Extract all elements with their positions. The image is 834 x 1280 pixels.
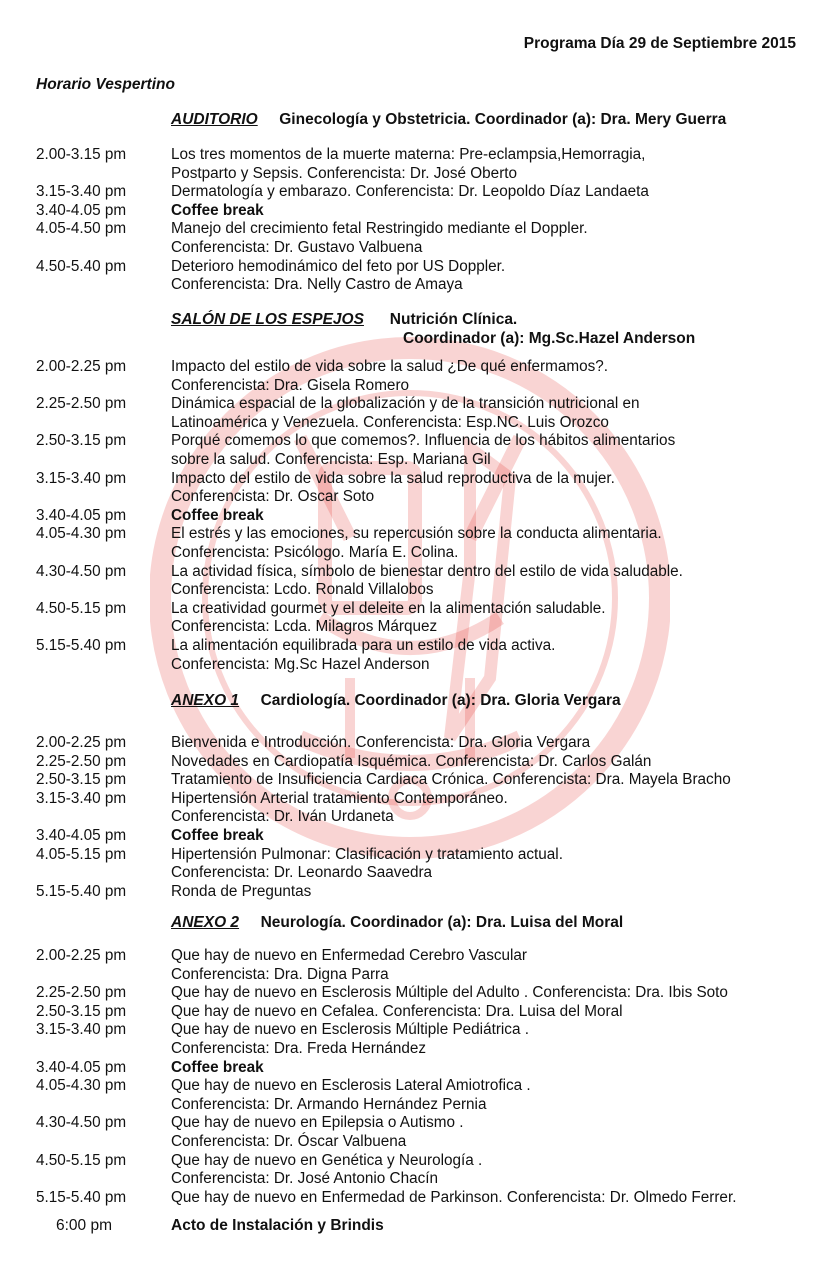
list-item <box>36 1003 814 1022</box>
session-time: 2.50-3.15 pm <box>36 1002 127 1020</box>
list-item <box>36 563 814 600</box>
session-time: 2.50-3.15 pm <box>36 432 127 450</box>
session-time: 2.00-2.25 pm <box>36 734 127 751</box>
session-desc: Deterioro hemodinámico del feto por US Doppler. Conferencista: Dra. Nelly Castro de Amaya <box>171 257 506 294</box>
closing-time: 6:00 pm <box>56 1217 113 1234</box>
section-title: Neurología. Coordinador (a): Dra. Luisa del Moral <box>260 914 624 931</box>
room-name: ANEXO 1 <box>171 692 240 709</box>
session-desc: Que hay de nuevo en Esclerosis Múltiple Pediátrica . Conferencista: Dra. Freda Hernández <box>171 1021 529 1057</box>
session-time: 4.50-5.15 pm <box>36 1151 127 1169</box>
session-time: 4.05-4.30 pm <box>36 1077 127 1095</box>
list-item <box>36 1152 814 1189</box>
session-desc: El estrés y las emociones, su repercusión sobre la conducta alimentaria. Conferencista: Psicólogo. María E. Colina. <box>171 525 662 561</box>
list-item <box>36 220 814 257</box>
session-desc: Los tres momentos de la muerte materna: Pre-eclampsia,Hemorragia, Postparto y Sepsis. Conferencista: Dr. José Oberto <box>171 146 646 182</box>
list-item <box>36 883 814 902</box>
session-desc: Que hay de nuevo en Enfermedad Cerebro Vascular Conferencista: Dra. Digna Parra <box>171 947 528 983</box>
session-time: 4.05-4.30 pm <box>36 525 127 543</box>
session-time: 2.25-2.50 pm <box>36 752 127 770</box>
list-item <box>36 358 814 395</box>
section-coordinator: Coordinador (a): Mg.Sc.Hazel Anderson <box>403 330 696 347</box>
session-time: 5.15-5.40 pm <box>36 636 127 654</box>
session-time: 2.00-3.15 pm <box>36 146 127 163</box>
session-time: 3.40-4.05 pm <box>36 506 127 524</box>
list-item <box>36 1021 814 1058</box>
session-time: 4.50-5.15 pm <box>36 599 127 617</box>
section-title: Ginecología y Obstetricia. Coordinador (a): Dra. Mery Guerra <box>279 111 727 128</box>
session-time: 2.25-2.50 pm <box>36 984 127 1002</box>
session-time: 3.15-3.40 pm <box>36 1021 127 1039</box>
list-item <box>36 202 814 221</box>
list-item <box>36 183 814 202</box>
session-time: 4.05-5.15 pm <box>36 845 127 863</box>
closing-desc: Acto de Instalación y Brindis <box>171 1217 384 1234</box>
list-item <box>36 1114 814 1151</box>
session-desc: Impacto del estilo de vida sobre la salud ¿De qué enfermamos?. Conferencista: Dra. Gisela Romero <box>171 358 609 394</box>
closing-event <box>56 1217 384 1236</box>
session-time: 2.25-2.50 pm <box>36 395 127 413</box>
schedule-subtitle: Horario Vespertino <box>36 76 175 93</box>
session-time: 4.30-4.50 pm <box>36 1114 127 1132</box>
session-time: 5.15-5.40 pm <box>36 882 127 900</box>
session-desc: Coffee break <box>171 826 264 844</box>
room-name: ANEXO 2 <box>171 914 240 931</box>
session-desc: Tratamiento de Insuficiencia Cardiaca Crónica. Conferencista: Dra. Mayela Bracho <box>171 771 731 789</box>
session-desc: Que hay de nuevo en Enfermedad de Parkinson. Conferencista: Dr. Olmedo Ferrer. <box>171 1188 737 1206</box>
section-heading-auditorio <box>171 110 726 129</box>
list-item <box>36 525 814 562</box>
session-desc: Dinámica espacial de la globalización y de la transición nutricional en Latinoamérica y Venezuela. Conferencista: Esp.NC. Luis Orozco <box>171 395 640 431</box>
room-name: AUDITORIO <box>171 111 258 128</box>
session-time: 5.15-5.40 pm <box>36 1188 127 1206</box>
session-desc: Que hay de nuevo en Esclerosis Múltiple del Adulto . Conferencista: Dra. Ibis Soto <box>171 984 728 1002</box>
list-item <box>36 984 814 1003</box>
list-item <box>36 146 814 183</box>
session-time: 2.50-3.15 pm <box>36 771 127 789</box>
list-item <box>36 1077 814 1114</box>
section-title: Cardiología. Coordinador (a): Dra. Gloria Vergara <box>260 692 621 709</box>
list-item <box>36 790 814 827</box>
session-desc: Que hay de nuevo en Genética y Neurología . Conferencista: Dr. José Antonio Chacín <box>171 1151 483 1188</box>
session-desc: Bienvenida e Introducción. Conferencista: Dra. Gloria Vergara <box>171 734 591 751</box>
session-desc: La alimentación equilibrada para un estilo de vida activa. Conferencista: Mg.Sc Hazel Anderson <box>171 636 556 673</box>
session-desc: La creatividad gourmet y el deleite en la alimentación saludable. Conferencista: Lcda. Milagros Márquez <box>171 599 606 636</box>
section-title: Nutrición Clínica. <box>389 311 518 328</box>
session-desc: Impacto del estilo de vida sobre la salud reproductiva de la mujer. Conferencista: Dr. Oscar Soto <box>171 469 615 506</box>
session-desc: Manejo del crecimiento fetal Restringido mediante el Doppler. Conferencista: Dr. Gustavo Valbuena <box>171 220 588 256</box>
list-item <box>36 470 814 507</box>
session-list-anexo-2 <box>36 947 814 1207</box>
list-item <box>36 771 814 790</box>
session-time: 3.15-3.40 pm <box>36 469 127 487</box>
list-item <box>36 1189 814 1208</box>
session-desc: Que hay de nuevo en Esclerosis Lateral Amiotrofica . Conferencista: Dr. Armando Hernández Pernia <box>171 1077 531 1113</box>
section-heading-anexo-2 <box>171 913 623 932</box>
list-item <box>36 753 814 772</box>
session-desc: Que hay de nuevo en Epilepsia o Autismo . Conferencista: Dr. Óscar Valbuena <box>171 1114 464 1150</box>
list-item <box>36 395 814 432</box>
room-name: SALÓN DE LOS ESPEJOS <box>171 311 364 328</box>
session-desc: Coffee break <box>171 506 264 524</box>
session-time: 4.50-5.40 pm <box>36 257 127 275</box>
session-time: 3.40-4.05 pm <box>36 201 127 219</box>
program-date: Programa Día 29 de Septiembre 2015 <box>523 35 796 52</box>
list-item <box>36 734 814 753</box>
session-desc: Ronda de Preguntas <box>171 882 312 900</box>
list-item <box>36 846 814 883</box>
session-desc: La actividad física, símbolo de bienestar dentro del estilo de vida saludable. Conferencista: Lcdo. Ronald Villalobos <box>171 562 683 599</box>
session-time: 3.40-4.05 pm <box>36 1058 127 1076</box>
list-item <box>36 1059 814 1078</box>
session-list-salon-espejos <box>36 358 814 674</box>
session-desc: Porqué comemos lo que comemos?. Influencia de los hábitos alimentarios sobre la salud. Conferencista: Esp. Mariana Gil <box>171 432 676 468</box>
session-time: 4.30-4.50 pm <box>36 562 127 580</box>
list-item <box>36 637 814 674</box>
session-time: 3.15-3.40 pm <box>36 789 127 807</box>
session-desc: Novedades en Cardiopatía Isquémica. Conferencista: Dr. Carlos Galán <box>171 752 652 770</box>
list-item <box>36 507 814 526</box>
session-list-auditorio <box>36 146 814 295</box>
session-desc: Coffee break <box>171 201 264 219</box>
session-time: 3.40-4.05 pm <box>36 826 127 844</box>
session-time: 2.00-2.25 pm <box>36 358 127 375</box>
session-list-anexo-1 <box>36 734 814 901</box>
section-heading-salon-espejos <box>171 310 695 348</box>
section-heading-anexo-1 <box>171 691 621 710</box>
list-item <box>36 600 814 637</box>
list-item <box>36 827 814 846</box>
session-desc: Que hay de nuevo en Cefalea. Conferencista: Dra. Luisa del Moral <box>171 1002 623 1020</box>
session-desc: Hipertensión Arterial tratamiento Contemporáneo. Conferencista: Dr. Iván Urdaneta <box>171 789 508 826</box>
session-desc: Coffee break <box>171 1058 264 1076</box>
session-time: 2.00-2.25 pm <box>36 947 127 964</box>
list-item <box>36 258 814 295</box>
session-desc: Dermatología y embarazo. Conferencista: Dr. Leopoldo Díaz Landaeta <box>171 183 649 201</box>
session-desc: Hipertensión Pulmonar: Clasificación y tratamiento actual. Conferencista: Dr. Leonardo Saavedra <box>171 845 563 882</box>
session-time: 3.15-3.40 pm <box>36 183 127 201</box>
list-item <box>36 432 814 469</box>
list-item <box>36 947 814 984</box>
session-time: 4.05-4.50 pm <box>36 220 127 238</box>
